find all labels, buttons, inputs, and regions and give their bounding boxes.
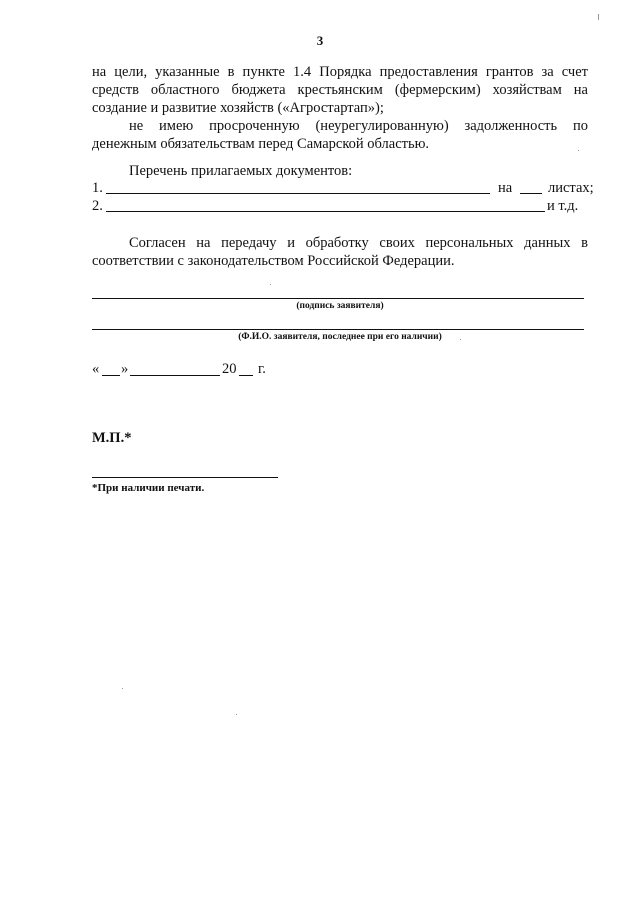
attachment-item-2 — [92, 198, 588, 216]
scan-speck — [578, 150, 579, 151]
close-quote: » — [121, 361, 129, 377]
day-field[interactable] — [102, 375, 120, 376]
scan-speck — [122, 688, 123, 689]
paragraph-debt — [92, 117, 588, 153]
year-field[interactable] — [239, 375, 253, 376]
page-number: 3 — [316, 33, 324, 48]
paragraph-line: Согласен на передачу и обработку своих персональных данных в — [129, 235, 588, 251]
year-prefix: 20 — [222, 361, 237, 377]
paragraph-consent — [92, 234, 588, 270]
paragraph-line: создание и развитие хозяйств («Агростартап»); — [92, 100, 384, 116]
signature-line[interactable] — [92, 298, 584, 299]
year-suffix: г. — [258, 361, 266, 377]
item-number: 2. — [92, 198, 103, 214]
open-quote: « — [92, 361, 100, 377]
sheets-label: листах; — [548, 180, 594, 196]
paragraph-purpose — [92, 63, 588, 117]
sheet-count-field[interactable] — [520, 193, 542, 194]
paragraph-line: на цели, указанные в пункте 1.4 Порядка предоставления грантов за счет — [92, 64, 588, 80]
scan-speck — [598, 14, 599, 20]
footnote-separator — [92, 477, 278, 478]
paragraph-line: соответствии с законодательством Российской Федерации. — [92, 253, 455, 269]
stamp-label: М.П.* — [92, 430, 132, 446]
date-row — [92, 361, 352, 379]
item-number: 1. — [92, 180, 103, 196]
paragraph-line: не имею просроченную (неурегулированную) задолженность по — [129, 118, 588, 134]
footnote: *При наличии печати. — [92, 482, 205, 494]
attachment-name-field[interactable] — [106, 211, 545, 212]
paragraph-line: денежным обязательствам перед Самарской областью. — [92, 136, 430, 152]
scan-speck — [270, 284, 271, 285]
attachment-item-1 — [92, 180, 594, 198]
fio-caption: (Ф.И.О. заявителя, последнее при его наличии) — [238, 332, 442, 342]
scan-speck — [460, 339, 461, 340]
scan-speck — [236, 714, 237, 715]
paragraph-line: средств областного бюджета крестьянским (фермерским) хозяйствам на — [92, 82, 588, 98]
month-field[interactable] — [130, 375, 220, 376]
fio-line[interactable] — [92, 329, 584, 330]
attachments-heading: Перечень прилагаемых документов: — [129, 163, 353, 179]
etc-label: и т.д. — [547, 198, 579, 214]
on-label: на — [498, 180, 513, 196]
signature-caption: (подпись заявителя) — [296, 301, 384, 311]
attachment-name-field[interactable] — [106, 193, 490, 194]
